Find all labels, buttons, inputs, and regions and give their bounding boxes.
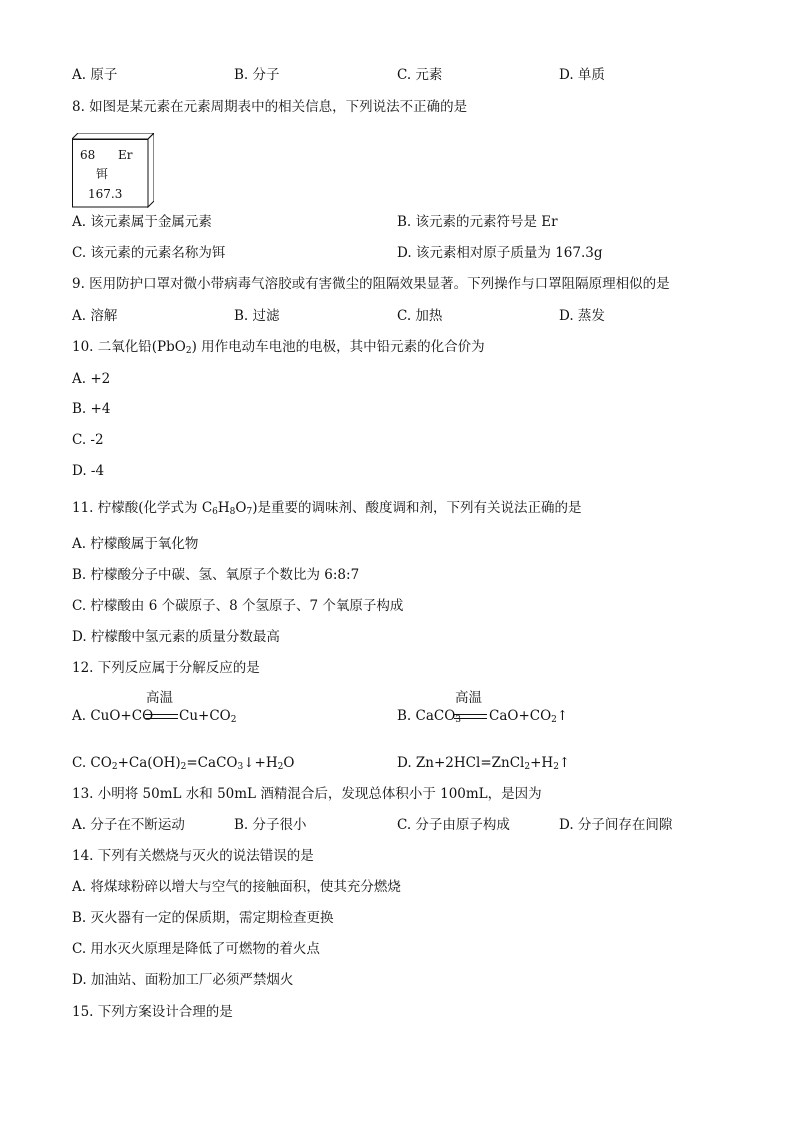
- q12-d-sub: 2: [524, 762, 531, 772]
- q11-sub-o: 7: [246, 507, 253, 517]
- q11-option-b: B. 柠檬酸分子中碳、氢、氧原子个数比为 6:8:7: [72, 567, 360, 583]
- q12-c-part: O: [283, 755, 295, 771]
- q11-o: O: [235, 500, 247, 516]
- q12-b-right-post: ↑: [556, 708, 569, 724]
- q13-stem: 13. 小明将 50mL 水和 50mL 酒精混合后，发现总体积小于 100mL，是因为: [72, 786, 542, 802]
- q7-option-a: A. 原子: [72, 67, 118, 83]
- q12-c-part: ↓+H: [243, 755, 278, 771]
- q12-c-sub: 2: [180, 762, 187, 772]
- q12-c-part: =CaCO: [186, 755, 238, 771]
- element-tile: [72, 133, 154, 208]
- q12-c-part: +Ca(OH): [117, 755, 181, 771]
- q12-a-right-sub: 2: [230, 715, 237, 725]
- element-mass: 167.3: [88, 187, 123, 201]
- q10-stem-post: ) 用作电动车电池的电极，其中铅元素的化合价为: [191, 339, 485, 355]
- q8-option-c: C. 该元素的元素名称为铒: [72, 245, 226, 261]
- q8-stem: 8. 如图是某元素在元素周期表中的相关信息，下列说法不正确的是: [72, 99, 468, 115]
- q12-stem: 12. 下列反应属于分解反应的是: [72, 660, 260, 676]
- q12-c-sub: 3: [237, 762, 244, 772]
- q12-d-part: ↑: [558, 755, 571, 771]
- q9-option-c: C. 加热: [397, 308, 443, 324]
- q12-c-sub: 2: [277, 762, 284, 772]
- q14-option-d: D. 加油站、面粉加工厂必须严禁烟火: [72, 972, 294, 988]
- q12-b-right: [489, 710, 568, 724]
- q13-option-a: A. 分子在不断运动: [72, 817, 185, 833]
- q12-d-part: +H: [530, 755, 554, 771]
- q10-stem-sub: 2: [185, 346, 192, 356]
- q12-d-sub: 2: [553, 762, 559, 772]
- q15-stem: 15. 下列方案设计合理的是: [72, 1004, 233, 1020]
- element-atomic-number: 68: [80, 148, 96, 162]
- q12-a-left: A. CuO+CO: [72, 708, 154, 724]
- q12-d-part: D. Zn+2HCl=ZnCl: [397, 755, 525, 771]
- q12-b-condition: 高温: [455, 690, 482, 706]
- q10-stem: [72, 341, 485, 355]
- q9-option-b: B. 过滤: [234, 308, 280, 324]
- q12-b-left: [397, 710, 461, 724]
- element-name: 铒: [96, 167, 109, 181]
- q11-option-d: D. 柠檬酸中氢元素的质量分数最高: [72, 629, 280, 645]
- q11-sub-c: 6: [212, 507, 218, 517]
- q11-stem: [72, 502, 582, 516]
- q9-option-d: D. 蒸发: [559, 308, 605, 324]
- q14-stem: 14. 下列有关燃烧与灭火的说法错误的是: [72, 848, 314, 864]
- q10-option-a: A. +2: [72, 371, 111, 387]
- q7-option-b: B. 分子: [234, 67, 280, 83]
- q12-b-equals-sign: [454, 714, 487, 719]
- q12-option-c: [72, 757, 294, 771]
- q13-option-b: B. 分子很小: [234, 817, 307, 833]
- q10-stem-pre: 10. 二氧化铅(PbO: [72, 339, 186, 355]
- q13-option-d: D. 分子间存在间隙: [559, 817, 673, 833]
- q12-b-right-sub: 2: [551, 715, 557, 725]
- q11-sub-h: 8: [229, 507, 236, 517]
- q12-a-condition: 高温: [146, 690, 173, 706]
- q12-b-left-pre: B. CaCO: [397, 708, 456, 724]
- q12-a-equals-sign: [145, 714, 178, 719]
- q10-option-d: D. -4: [72, 463, 105, 479]
- q11-stem-pre: 11. 柠檬酸(化学式为 C: [72, 500, 213, 516]
- q12-a-right: [179, 710, 236, 724]
- q12-b-left-sub: 3: [455, 715, 462, 725]
- q14-option-b: B. 灭火器有一定的保质期，需定期检查更换: [72, 910, 334, 926]
- q11-option-c: C. 柠檬酸由 6 个碳原子、8 个氢原子、7 个氧原子构成: [72, 598, 404, 614]
- q7-option-c: C. 元素: [397, 67, 443, 83]
- q8-option-d: D. 该元素相对原子质量为 167.3g: [397, 245, 603, 261]
- q9-option-a: A. 溶解: [72, 308, 118, 324]
- q7-option-d: D. 单质: [559, 67, 605, 83]
- q14-option-c: C. 用水灭火原理是降低了可燃物的着火点: [72, 941, 320, 957]
- q13-option-c: C. 分子由原子构成: [397, 817, 510, 833]
- q11-stem-post: )是重要的调味剂、酸度调和剂，下列有关说法正确的是: [252, 500, 582, 516]
- q8-option-b: B. 该元素的元素符号是 Er: [397, 214, 558, 230]
- q12-c-sub: 2: [111, 762, 118, 772]
- q8-option-a: A. 该元素属于金属元素: [72, 214, 212, 230]
- element-symbol: Er: [118, 148, 133, 162]
- q12-option-d: [397, 757, 570, 771]
- q12-a-right-pre: Cu+CO: [179, 708, 231, 724]
- q12-c-part: C. CO: [72, 755, 112, 771]
- q14-option-a: A. 将煤球粉碎以增大与空气的接触面积，使其充分燃烧: [72, 879, 401, 895]
- q10-option-c: C. -2: [72, 432, 104, 448]
- q9-stem: 9. 医用防护口罩对微小带病毒气溶胶或有害微尘的阻隔效果显著。下列操作与口罩阻隔原理相似的是: [72, 276, 670, 292]
- q12-b-right-pre: CaO+CO: [489, 708, 552, 724]
- q10-option-b: B. +4: [72, 401, 111, 417]
- q11-option-a: A. 柠檬酸属于氧化物: [72, 536, 199, 552]
- q11-h: H: [217, 500, 230, 516]
